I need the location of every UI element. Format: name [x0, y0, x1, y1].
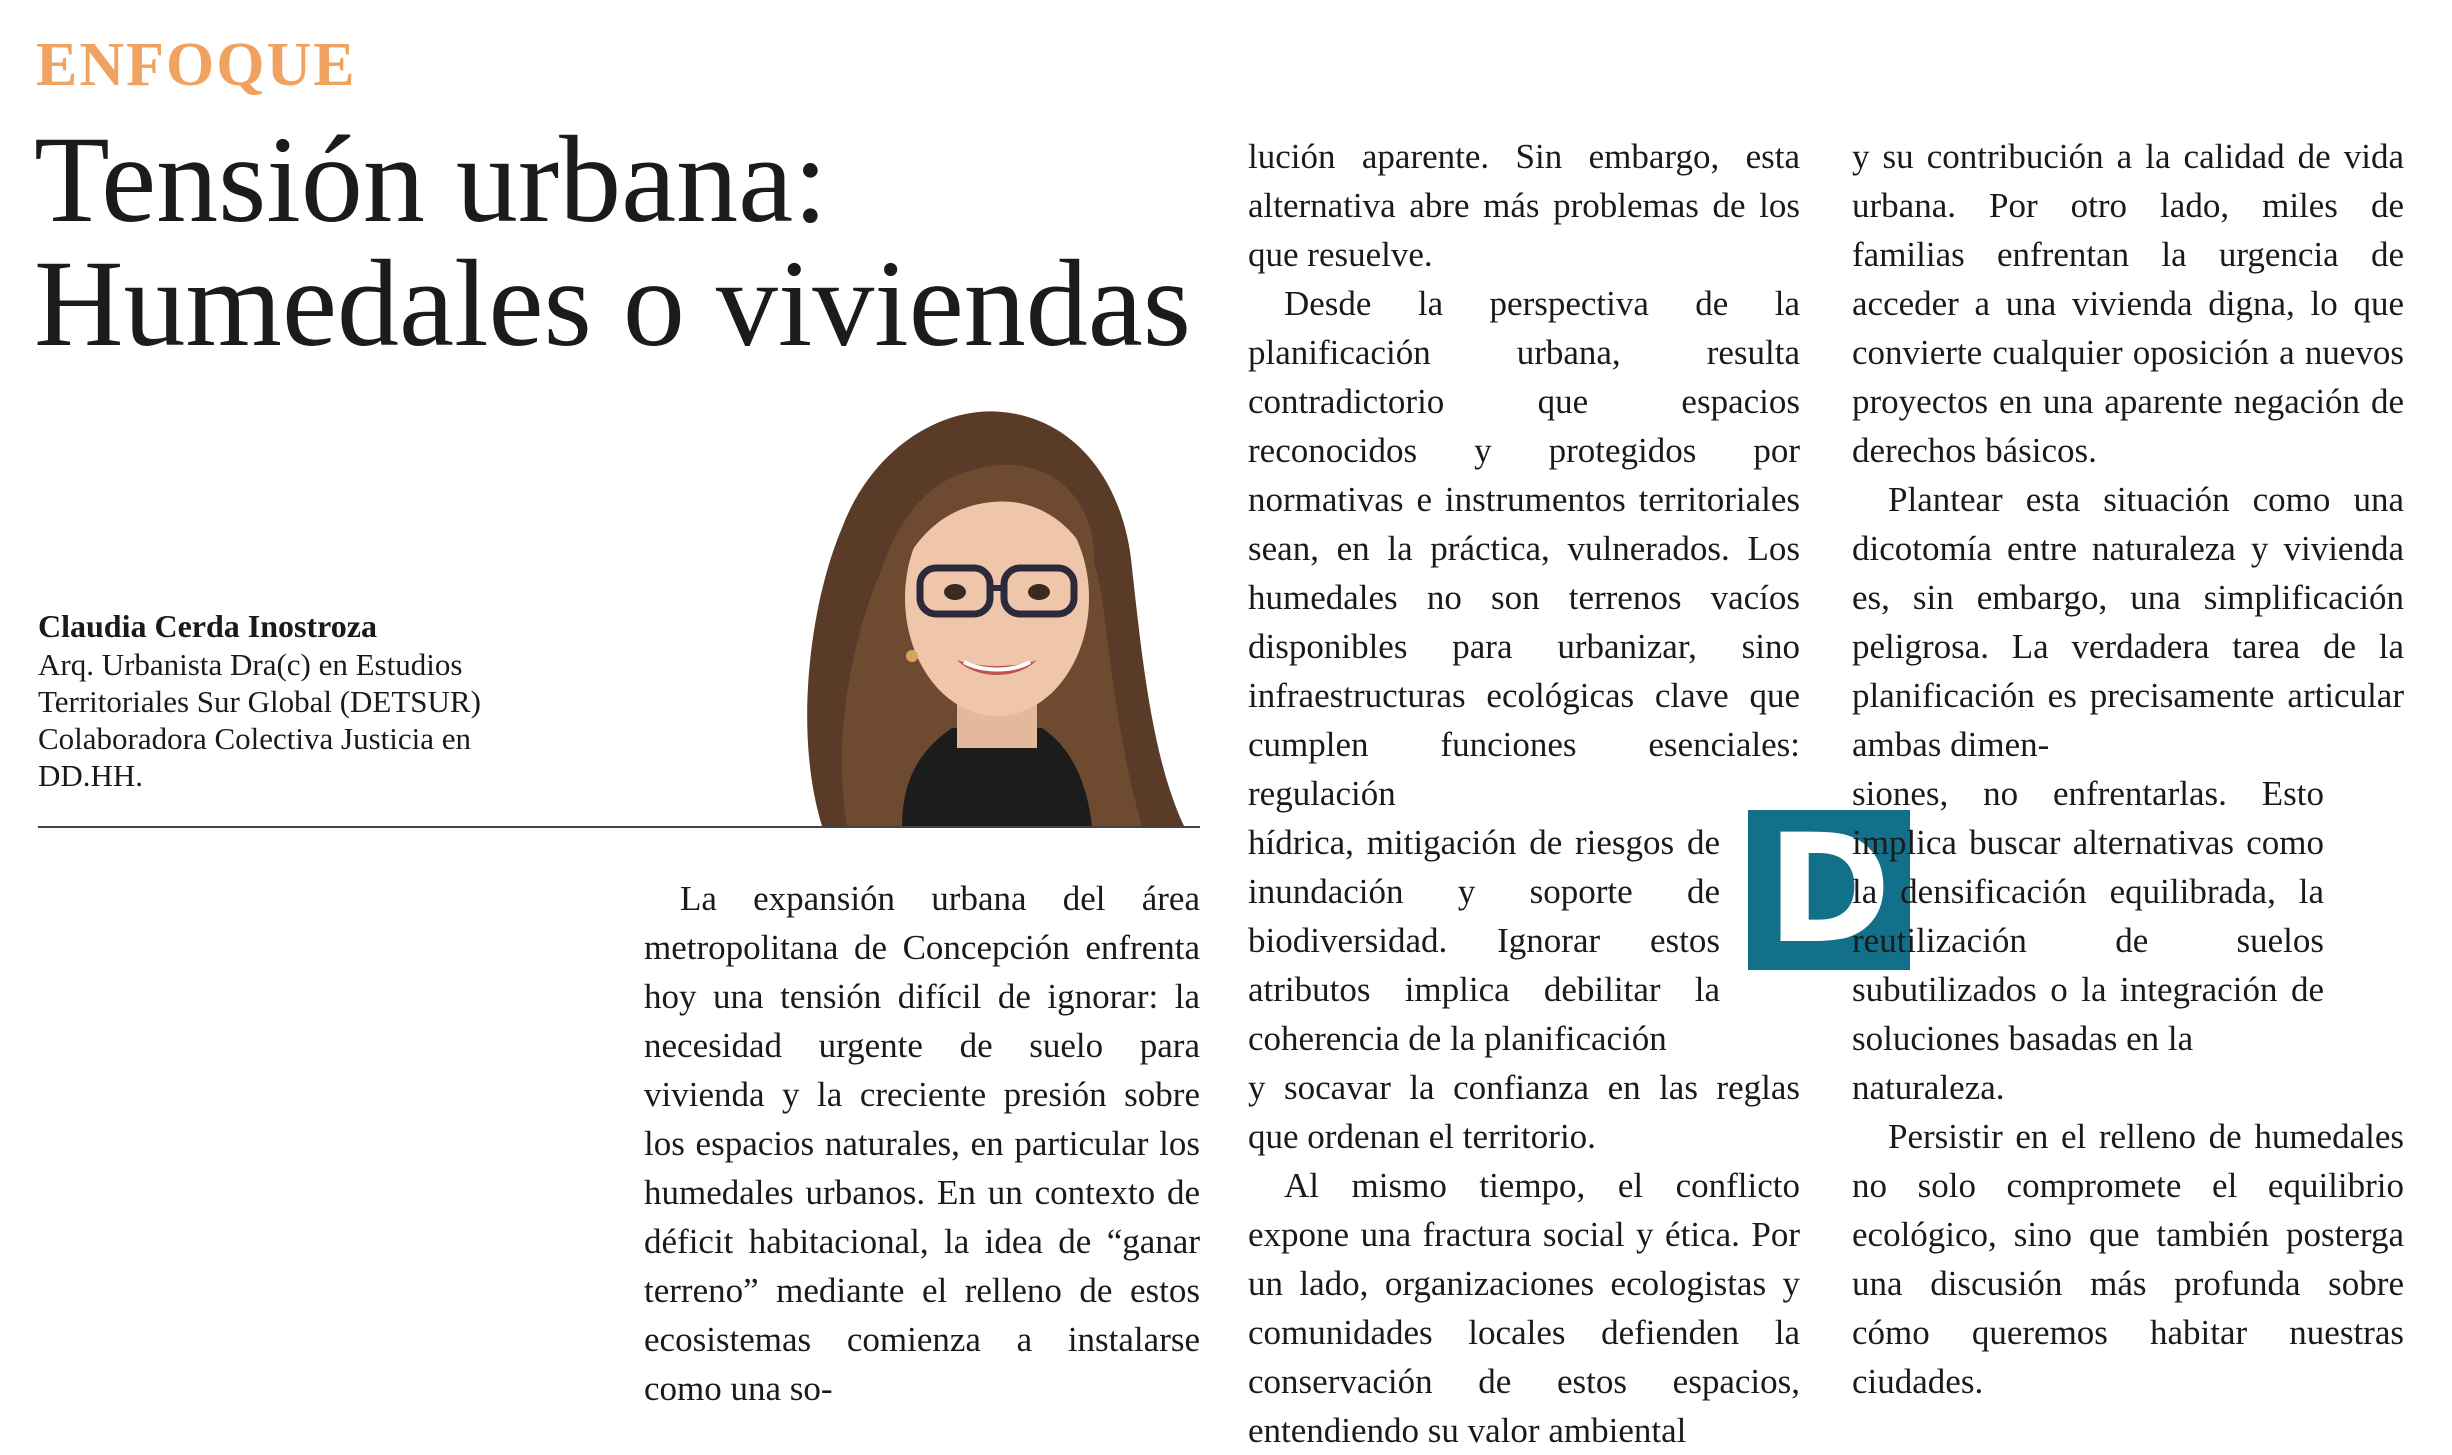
byline-divider	[38, 826, 1200, 828]
paragraph-dichotomy-b: siones, no enfrentarlas. Esto implica buscar alternativas como la densificación equilibrada, la reutilización de suelos subutilizados o la integración de soluciones basadas en la	[1852, 774, 2324, 1058]
headline-line-1: Tensión urbana:	[34, 111, 828, 248]
paragraph-continuation: lución aparente. Sin embargo, esta alternativa abre más problemas de los que resuelve.	[1248, 137, 1800, 274]
author-credential-4: DD.HH.	[38, 758, 144, 793]
drop-cap: D	[1748, 810, 1910, 970]
article-column-1	[644, 874, 1200, 1413]
headline	[34, 111, 1192, 372]
headline-line-2: Humedales o viviendas	[34, 235, 1192, 372]
paragraph-urban-life: y su contribución a la calidad de vida urbana. Por otro lado, miles de familias enfrentan la urgencia de acceder a una vivienda digna, lo que convierte cualquier oposición a nuevos proyectos en una aparente negación de derechos básicos.	[1852, 137, 2404, 470]
section-label: ENFOQUE	[36, 31, 357, 99]
author-credential-3: Colaboradora Colectiva Justicia en	[38, 721, 472, 756]
author-credential-2: Territoriales Sur Global (DETSUR)	[38, 684, 481, 719]
article-column-3	[1852, 132, 2404, 1406]
paragraph-intro: La expansión urbana del área metropolitana de Concepción enfrenta hoy una tensión difícil de ignorar: la necesidad urgente de suelo para vivienda y la creciente presión sobre los espacios naturales, en particular los humedales urbanos. En un contexto de déficit habitacional, la idea de “ganar terreno” mediante el relleno de estos ecosistemas comienza a instalarse como una so-	[644, 879, 1200, 1408]
author-name: Claudia Cerda Inostroza	[38, 608, 377, 644]
paragraph-planning-b: hídrica, mitigación de riesgos de inundación y soporte de biodiversidad. Ignorar estos atributos implica debilitar la coherencia de la planificación	[1248, 823, 1720, 1058]
paragraph-planning-c: y socavar la confianza en las reglas que ordenan el territorio.	[1248, 1068, 1800, 1156]
paragraph-ethics: Al mismo tiempo, el conflicto expone una fractura social y ética. Por un lado, organizaciones ecologistas y comunidades locales defienden la conservación de estos espacios, entendiendo su valor ambiental	[1248, 1166, 1800, 1450]
paragraph-dichotomy-a: Plantear esta situación como una dicotomía entre naturaleza y vivienda es, sin embargo, una simplificación peligrosa. La verdadera tarea de la planificación es precisamente articular ambas dimen-	[1852, 480, 2404, 764]
paragraph-dichotomy-c: naturaleza.	[1852, 1068, 2005, 1107]
author-byline	[38, 606, 598, 794]
author-photo	[752, 398, 1184, 826]
paragraph-conclusion: Persistir en el relleno de humedales no solo compromete el equilibrio ecológico, sino que también posterga una discusión más profunda sobre cómo queremos habitar nuestras ciudades.	[1852, 1117, 2404, 1401]
author-credential-1: Arq. Urbanista Dra(c) en Estudios	[38, 647, 463, 682]
paragraph-planning-a: Desde la perspectiva de la planificación urbana, resulta contradictorio que espacios reconocidos y protegidos por normativas e instrumentos territoriales sean, en la práctica, vulnerados. Los humedales no son terrenos vacíos disponibles para urbanizar, sino infraestructuras ecológicas clave que cumplen funciones esenciales: regulación	[1248, 284, 1800, 813]
article-column-2	[1248, 132, 1800, 1455]
